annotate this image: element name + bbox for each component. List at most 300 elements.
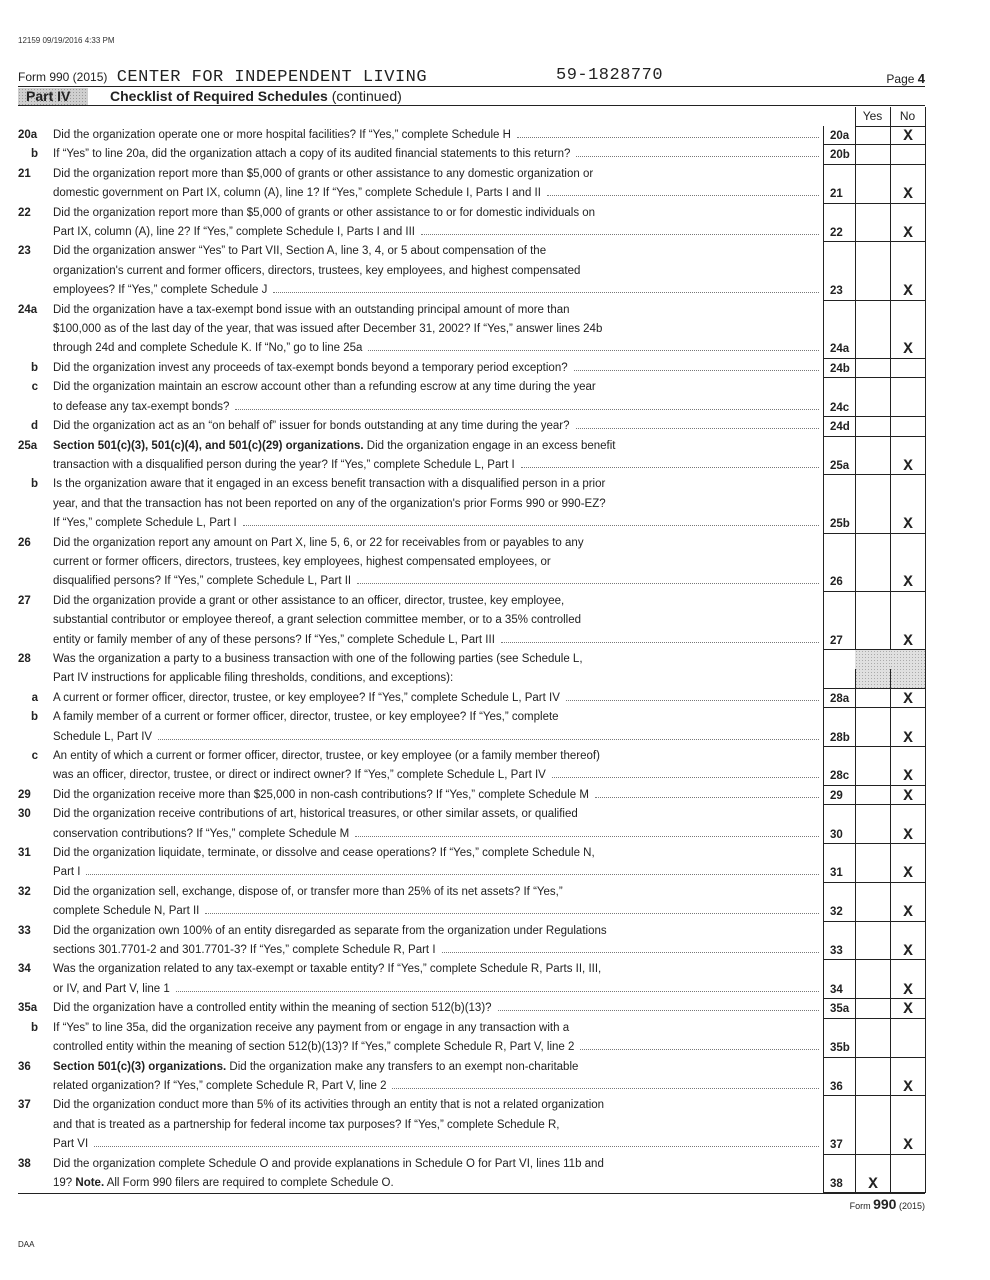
line-number: 32 (18, 885, 31, 898)
footer-form-year: (2015) (898, 1201, 925, 1211)
part-title-text: Checklist of Required Schedules (110, 88, 328, 104)
dot-leader (94, 1146, 819, 1147)
question-line (53, 1116, 823, 1135)
dot-leader (501, 642, 819, 643)
question-line-text: controlled entity within the meaning of section 512(b)(13)? If “Yes,” complete Schedule R, Part V, line 2 (53, 1041, 575, 1054)
yes-checkbox[interactable] (855, 456, 890, 475)
checklist-row (18, 475, 925, 533)
question-line (53, 398, 823, 417)
question-line (53, 534, 823, 553)
question-line-text: Did the organization have a tax-exempt bond issue with an outstanding principal amount of more than (53, 303, 570, 316)
part-title (110, 88, 402, 105)
column-rule (823, 1019, 824, 1038)
column-rule (855, 1096, 856, 1135)
column-rule (823, 534, 824, 573)
question-line-text: 19? (53, 1176, 76, 1189)
no-checkbox[interactable]: X (890, 1077, 925, 1096)
question-line (53, 281, 823, 300)
line-number: 26 (18, 536, 31, 549)
yes-checkbox[interactable] (855, 728, 890, 747)
question-line (53, 960, 823, 979)
part-label: Part IV (18, 88, 88, 105)
no-checkbox[interactable]: X (890, 980, 925, 999)
line-number: 22 (18, 206, 31, 219)
line-number: 33 (18, 924, 31, 937)
column-rule (855, 534, 856, 573)
column-rule (890, 708, 891, 727)
column-rule (890, 1019, 891, 1038)
checklist-row (18, 301, 925, 359)
question-line-text: Did the organization invest any proceeds of tax-exempt bonds beyond a temporary period exception? (53, 361, 568, 374)
question-text (53, 534, 823, 592)
organization-name: CENTER FOR INDEPENDENT LIVING (116, 68, 428, 87)
question-text (53, 747, 823, 786)
question-line-text: complete Schedule N, Part II (53, 905, 200, 918)
checklist-row (18, 378, 925, 417)
no-checkbox[interactable] (890, 417, 925, 436)
question-line-text: Did the organization answer “Yes” to Part VII, Section A, line 3, 4, or 5 about compensation of the (53, 245, 547, 258)
yes-checkbox[interactable] (855, 902, 890, 921)
column-rule (855, 883, 856, 902)
question-line (53, 611, 823, 630)
no-checkbox[interactable]: X (890, 514, 925, 533)
question-line (53, 165, 823, 184)
question-text (53, 689, 823, 708)
dot-leader (421, 234, 819, 235)
yes-checkbox[interactable] (855, 339, 890, 358)
line-code: 22 (823, 223, 870, 242)
column-rule (855, 242, 856, 281)
question-line (53, 495, 823, 514)
column-rule (855, 1058, 856, 1077)
line-code: 38 (823, 1174, 870, 1193)
yes-checkbox[interactable] (855, 999, 890, 1018)
no-checkbox[interactable]: X (890, 999, 925, 1018)
dot-leader (580, 1049, 819, 1050)
column-rule (890, 960, 891, 979)
column-rule (823, 708, 824, 727)
checklist-row (18, 204, 925, 243)
yes-checkbox[interactable] (855, 689, 890, 708)
no-checkbox[interactable] (890, 145, 925, 164)
no-checkbox[interactable]: X (890, 339, 925, 358)
question-line-text: related organization? If “Yes,” complete Schedule R, Part V, line 2 (53, 1079, 387, 1092)
line-code: 34 (823, 980, 870, 999)
column-rule (890, 437, 891, 456)
page-number: 4 (917, 71, 925, 86)
no-checkbox[interactable]: X (890, 223, 925, 242)
no-checkbox[interactable]: X (890, 631, 925, 650)
question-line-text: current or former officers, directors, trustees, key employees, highest compensated employees, or (53, 555, 551, 568)
question-line (53, 126, 823, 145)
question-line (53, 1155, 823, 1174)
yes-checkbox[interactable] (855, 572, 890, 591)
checklist-row (18, 145, 925, 164)
line-number: b (30, 148, 38, 161)
question-bold-prefix: Section 501(c)(3), 501(c)(4), and 501(c)(29) organizations. (53, 439, 364, 452)
question-line (53, 242, 823, 261)
checklist-row (18, 805, 925, 844)
ein: 59-1828770 (556, 66, 664, 85)
question-line (53, 475, 823, 494)
form-label: Form 990 (2015) (18, 70, 108, 84)
yes-checkbox[interactable] (855, 281, 890, 300)
checklist-row (18, 883, 925, 922)
column-rule (855, 592, 856, 631)
no-checkbox[interactable]: X (890, 281, 925, 300)
no-checkbox[interactable]: X (890, 728, 925, 747)
column-rule (823, 922, 824, 941)
yes-checkbox[interactable] (855, 1077, 890, 1096)
yes-checkbox[interactable] (855, 223, 890, 242)
no-checkbox[interactable] (890, 1174, 925, 1193)
line-code: 30 (823, 825, 870, 844)
line-code: 35b (823, 1038, 870, 1057)
dot-leader (442, 952, 819, 953)
column-rule (823, 805, 824, 824)
column-rule (823, 960, 824, 979)
yes-column-header: Yes (862, 109, 883, 123)
checklist-row (18, 689, 925, 708)
column-rule (890, 747, 891, 766)
question-text (53, 786, 823, 805)
line-number: d (30, 420, 38, 433)
line-number: 29 (18, 788, 31, 801)
line-number: a (31, 691, 38, 704)
question-line (53, 301, 823, 320)
dot-leader (517, 137, 819, 138)
checklist-row (18, 592, 925, 650)
checklist-row (18, 960, 925, 999)
line-number: 27 (18, 594, 31, 607)
question-line (53, 747, 823, 766)
line-number: b (30, 711, 38, 724)
checklist-row (18, 1155, 925, 1194)
line-code: 26 (823, 572, 870, 591)
yes-checkbox[interactable] (855, 825, 890, 844)
column-rule (855, 747, 856, 766)
question-line (53, 844, 823, 863)
question-text (53, 1019, 823, 1058)
yes-checkbox[interactable] (855, 669, 890, 688)
no-checkbox[interactable]: X (890, 766, 925, 785)
no-checkbox[interactable] (890, 669, 925, 688)
question-text (53, 301, 823, 359)
column-rule (890, 204, 891, 223)
no-checkbox[interactable]: X (890, 902, 925, 921)
question-text (53, 204, 823, 243)
question-line-text: Did the organization receive contributions of art, historical treasures, or other similar assets, or qualified (53, 808, 578, 821)
question-line (53, 708, 823, 727)
question-text (53, 999, 823, 1018)
question-text (53, 417, 823, 436)
column-rule (855, 805, 856, 824)
question-line-text: transaction with a disqualified person during the year? If “Yes,” complete Schedule L, Part I (53, 458, 515, 471)
question-line-text: year, and that the transaction has not been reported on any of the organization's prior Forms 990 or 990-EZ? (53, 497, 606, 510)
yes-checkbox[interactable] (855, 417, 890, 436)
question-line-text: to defease any tax-exempt bonds? (53, 400, 230, 413)
question-line (53, 999, 823, 1018)
question-line-text: disqualified persons? If “Yes,” complete Schedule L, Part II (53, 575, 352, 588)
dot-leader (498, 1010, 819, 1011)
question-line (53, 378, 823, 397)
line-code: 27 (823, 631, 870, 650)
line-number: 38 (18, 1157, 31, 1170)
column-rule (823, 242, 824, 281)
question-line (53, 1038, 823, 1057)
checklist-row (18, 650, 925, 689)
column-rule (855, 301, 856, 340)
question-line-text: If “Yes” to line 20a, did the organization attach a copy of its audited financial statements to this return? (53, 148, 571, 161)
checklist-row (18, 165, 925, 204)
column-rule (823, 1155, 824, 1174)
no-checkbox[interactable] (890, 398, 925, 417)
column-rule (823, 204, 824, 223)
dot-leader (273, 292, 819, 293)
question-text (53, 1058, 823, 1097)
column-rule (855, 165, 856, 184)
no-checkbox[interactable]: X (890, 941, 925, 960)
question-line (53, 941, 823, 960)
checklist-row (18, 1096, 925, 1154)
dot-leader (86, 874, 819, 875)
column-rule (890, 378, 891, 397)
column-rule (823, 592, 824, 631)
checklist-row (18, 786, 925, 805)
question-line (53, 1135, 823, 1154)
checklist-row (18, 747, 925, 786)
question-line-text: If “Yes” to line 35a, did the organization receive any payment from or engage in any transaction with a (53, 1021, 570, 1034)
no-checkbox[interactable]: X (890, 689, 925, 708)
question-line (53, 1058, 823, 1077)
question-text (53, 378, 823, 417)
yes-checkbox[interactable] (855, 398, 890, 417)
column-rule (823, 378, 824, 397)
question-line-text: Did the organization report more than $5,000 of grants or other assistance to or for domestic individuals on (53, 206, 596, 219)
question-line (53, 650, 823, 669)
checklist-row (18, 242, 925, 300)
column-rule (890, 592, 891, 631)
question-line-text: employees? If “Yes,” complete Schedule J (53, 284, 268, 297)
question-note-text: All Form 990 filers are required to complete Schedule O. (104, 1176, 394, 1189)
yes-checkbox[interactable] (855, 184, 890, 203)
question-text (53, 242, 823, 300)
yes-checkbox[interactable] (855, 1135, 890, 1154)
column-rule (855, 708, 856, 727)
no-checkbox[interactable]: X (890, 863, 925, 882)
question-line-text: Did the organization operate one or more hospital facilities? If “Yes,” complete Schedule H (53, 129, 511, 141)
question-line (53, 572, 823, 591)
line-number: 30 (18, 808, 31, 821)
question-line (53, 883, 823, 902)
question-line (53, 631, 823, 650)
no-checkbox[interactable]: X (890, 786, 925, 805)
yes-checkbox[interactable] (855, 863, 890, 882)
dot-leader (547, 195, 819, 196)
question-line (53, 223, 823, 242)
column-rule (890, 242, 891, 281)
line-number: 24a (18, 303, 38, 316)
column-rule (855, 1019, 856, 1038)
yes-checkbox[interactable] (855, 145, 890, 164)
column-rule (890, 805, 891, 824)
yes-checkbox[interactable] (855, 126, 890, 145)
question-line-text: organization's current and former officers, directors, trustees, key employees, and highest compensated (53, 264, 581, 277)
line-code: 31 (823, 863, 870, 882)
question-line (53, 902, 823, 921)
question-bold-prefix: Section 501(c)(3) organizations. (53, 1060, 227, 1073)
column-rule (855, 1155, 856, 1174)
no-checkbox[interactable]: X (890, 1135, 925, 1154)
no-checkbox[interactable] (890, 359, 925, 378)
dot-leader (176, 991, 819, 992)
question-line (53, 786, 823, 805)
line-code: 28b (823, 728, 870, 747)
line-code: 24b (823, 359, 870, 378)
column-rule (823, 844, 824, 863)
question-text (53, 1155, 823, 1194)
footer-form-prefix: Form (849, 1201, 871, 1211)
question-line (53, 728, 823, 747)
question-line (53, 825, 823, 844)
question-text (53, 359, 823, 378)
no-checkbox[interactable]: X (890, 126, 925, 145)
dot-leader (392, 1088, 819, 1089)
line-number: b (30, 478, 38, 491)
checklist-row (18, 999, 925, 1018)
question-line-text: Did the organization own 100% of an entity disregarded as separate from the organization under Regulations (53, 924, 607, 937)
question-line-text: Did the organization complete Schedule O and provide explanations in Schedule O for Part VI, lines 11b and (53, 1157, 604, 1170)
question-line-text: A family member of a current or former officer, director, trustee, or key employee? If “Yes,” complete (53, 711, 559, 724)
question-line-text: Did the organization liquidate, terminate, or dissolve and cease operations? If “Yes,” complete Schedule N, (53, 847, 595, 860)
question-line-text: Did the organization provide a grant or other assistance to an officer, director, trustee, key employee, (53, 594, 565, 607)
dot-leader (576, 428, 819, 429)
question-text (53, 437, 823, 476)
print-timestamp: 12159 09/19/2016 4:33 PM (18, 36, 115, 45)
checklist-row (18, 126, 925, 145)
dot-leader (158, 739, 819, 740)
question-line (53, 766, 823, 785)
question-line (53, 145, 823, 164)
question-line-text: and that is treated as a partnership for federal income tax purposes? If “Yes,” complete Schedule R, (53, 1118, 560, 1131)
form-header (18, 68, 427, 87)
column-rule (890, 844, 891, 863)
question-line-text: conservation contributions? If “Yes,” complete Schedule M (53, 827, 350, 840)
question-line-text: Did the organization report any amount on Part X, line 5, 6, or 22 for receivables from or payables to any (53, 536, 584, 549)
question-line-text: Was the organization related to any tax-exempt or taxable entity? If “Yes,” complete Schedule R, Parts II, III, (53, 963, 602, 976)
dot-leader (368, 350, 819, 351)
line-number: 23 (18, 245, 31, 258)
checklist-row (18, 922, 925, 961)
line-number: c (31, 381, 38, 394)
question-line (53, 320, 823, 339)
question-line-text: A current or former officer, director, trustee, or key employee? If “Yes,” complete Schedule L, Part IV (53, 691, 560, 704)
question-line (53, 339, 823, 358)
question-line (53, 863, 823, 882)
column-rule (890, 1058, 891, 1077)
question-line-text: An entity of which a current or former officer, director, trustee, or key employee (or a family member thereof) (53, 750, 600, 762)
dot-leader (243, 525, 819, 526)
part-title-suffix: (continued) (331, 88, 402, 104)
question-line-text: Part VI (53, 1138, 89, 1151)
dot-leader (521, 467, 819, 468)
yes-checkbox[interactable] (855, 1038, 890, 1057)
yes-checkbox[interactable]: X (855, 1174, 890, 1193)
question-line (53, 204, 823, 223)
question-line-text: sections 301.7701-2 and 301.7701-3? If “Yes,” complete Schedule R, Part I (53, 944, 436, 957)
dot-leader (552, 777, 819, 778)
line-code: 37 (823, 1135, 870, 1154)
line-number: 36 (18, 1060, 31, 1073)
column-rule (855, 378, 856, 397)
line-number: c (31, 750, 38, 762)
line-code: 20a (823, 126, 870, 145)
question-line-text: Did the organization make any transfers to an exempt non-charitable (226, 1060, 579, 1073)
dot-leader (574, 370, 819, 371)
checklist-row (18, 437, 925, 476)
question-text (53, 592, 823, 650)
line-number: b (30, 1021, 38, 1034)
question-text (53, 844, 823, 883)
question-line (53, 922, 823, 941)
column-rule (855, 475, 856, 514)
line-number: 34 (18, 963, 31, 976)
line-code: 24d (823, 417, 870, 436)
no-checkbox[interactable]: X (890, 825, 925, 844)
dot-leader (595, 797, 819, 798)
yes-checkbox[interactable] (855, 941, 890, 960)
yes-checkbox[interactable] (855, 514, 890, 533)
question-note-label: Note. (75, 1176, 105, 1189)
yes-checkbox[interactable] (855, 359, 890, 378)
question-line (53, 262, 823, 281)
column-rule (890, 165, 891, 184)
yes-checkbox[interactable] (855, 766, 890, 785)
question-text (53, 126, 823, 145)
column-rule (890, 1155, 891, 1174)
no-column-header: No (899, 109, 916, 123)
question-line (53, 553, 823, 572)
column-rule (823, 475, 824, 514)
daa-label: DAA (18, 1240, 35, 1249)
yes-checkbox[interactable] (855, 980, 890, 999)
no-checkbox[interactable]: X (890, 456, 925, 475)
question-line-text: Was the organization a party to a business transaction with one of the following parties (see Schedule L, (53, 652, 583, 665)
column-rule (890, 883, 891, 902)
yes-checkbox[interactable] (855, 786, 890, 805)
question-line (53, 980, 823, 999)
no-checkbox[interactable] (890, 1038, 925, 1057)
line-number: 21 (18, 167, 31, 180)
line-code: 21 (823, 184, 870, 203)
no-checkbox[interactable]: X (890, 572, 925, 591)
column-rule (823, 650, 824, 669)
yes-checkbox[interactable] (855, 631, 890, 650)
checklist-row (18, 417, 925, 436)
column-rule (890, 534, 891, 573)
line-code: 28c (823, 766, 870, 785)
checklist-row (18, 359, 925, 378)
line-number: 35a (18, 1002, 38, 1015)
no-checkbox[interactable]: X (890, 184, 925, 203)
dot-leader (357, 583, 819, 584)
column-rule (855, 844, 856, 863)
question-line (53, 184, 823, 203)
question-line (53, 359, 823, 378)
question-line (53, 592, 823, 611)
line-number: b (30, 361, 38, 374)
checklist-row (18, 1019, 925, 1058)
